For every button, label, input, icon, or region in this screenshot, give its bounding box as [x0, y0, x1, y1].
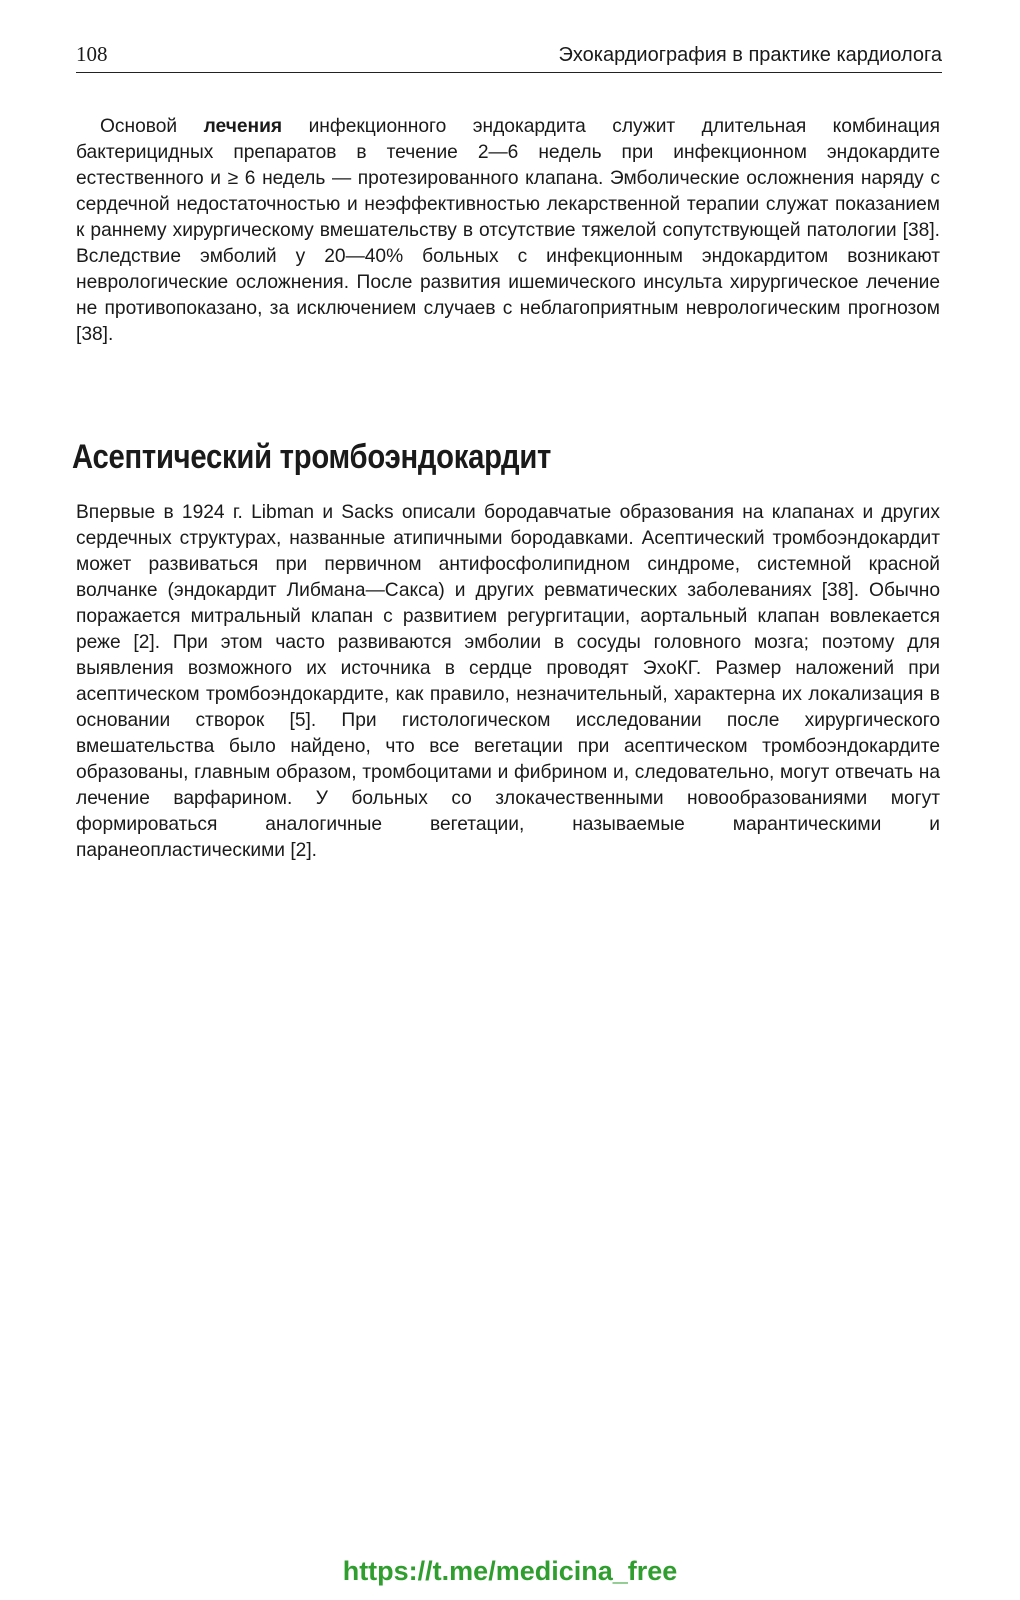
page-number: 108 — [76, 42, 108, 66]
bold-term: лечения — [203, 116, 283, 137]
section-heading: Асептический тромбоэндокардит — [72, 438, 552, 476]
section-paragraph: Впервые в 1924 г. Libman и Sacks описали бородавчатые образования на клапанах и других сердечных структурах, названные атипичными бородавками. Асептический тромбоэндокардит может развиваться при первичном антифосфолипидном синдроме, системной красной волчанке (эндокардит Либмана—Сакса) и других ревматических заболеваниях [38]. Обычно поражается митральный клапан с развитием регургитации, аортальный клапан вовлекается реже [2]. При этом часто развиваются эмболии в сосуды головного мозга; поэтому для выявления возможного их источника в сердце проводят ЭхоКГ. Размер наложений при асептическом тромбоэндокардите, как правило, незначительный, характерна их локализация в основании створок [5]. При гистологическом исследовании после хирургического вмешательства было найдено, что все вегетации при асептическом тромбоэндокардите образованы, главным образом, тромбоцитами и фибрином и, следовательно, могут отвечать на лечение варфарином. У больных со злокачественными новообразованиями могут формироваться аналогичные вегетации, называемые марантическими и паранеопластическими [2]. — [76, 502, 940, 861]
page-header — [76, 38, 942, 73]
treatment-paragraph — [76, 114, 940, 348]
paragraph-body: инфекционного эндокардита служит длительная комбинация бактерицидных препаратов в течение 2—6 недель при инфекционном эндокардите естественного и ≥ 6 недель — протезированного клапана. Эмболические осложнения наряду с сердечной недостаточностью и неэффективностью лекарственной терапии служат показанием к раннему хирургическому вмешательству в отсутствие тяжелой сопутствующей патологии [38]. Вследствие эмболий у 20—40% больных с инфекционным эндокардитом возникают неврологические осложнения. После развития ишемического инсульта хирургическое лечение не противопоказано, за исключением случаев с неблагоприятным неврологическим прогнозом [38]. — [76, 116, 941, 345]
telegram-link[interactable]: https://t.me/medicina_free — [342, 1556, 678, 1586]
paragraph-lead: Основой — [100, 116, 204, 137]
running-title: Эхокардиография в практике кардиолога — [558, 44, 942, 66]
